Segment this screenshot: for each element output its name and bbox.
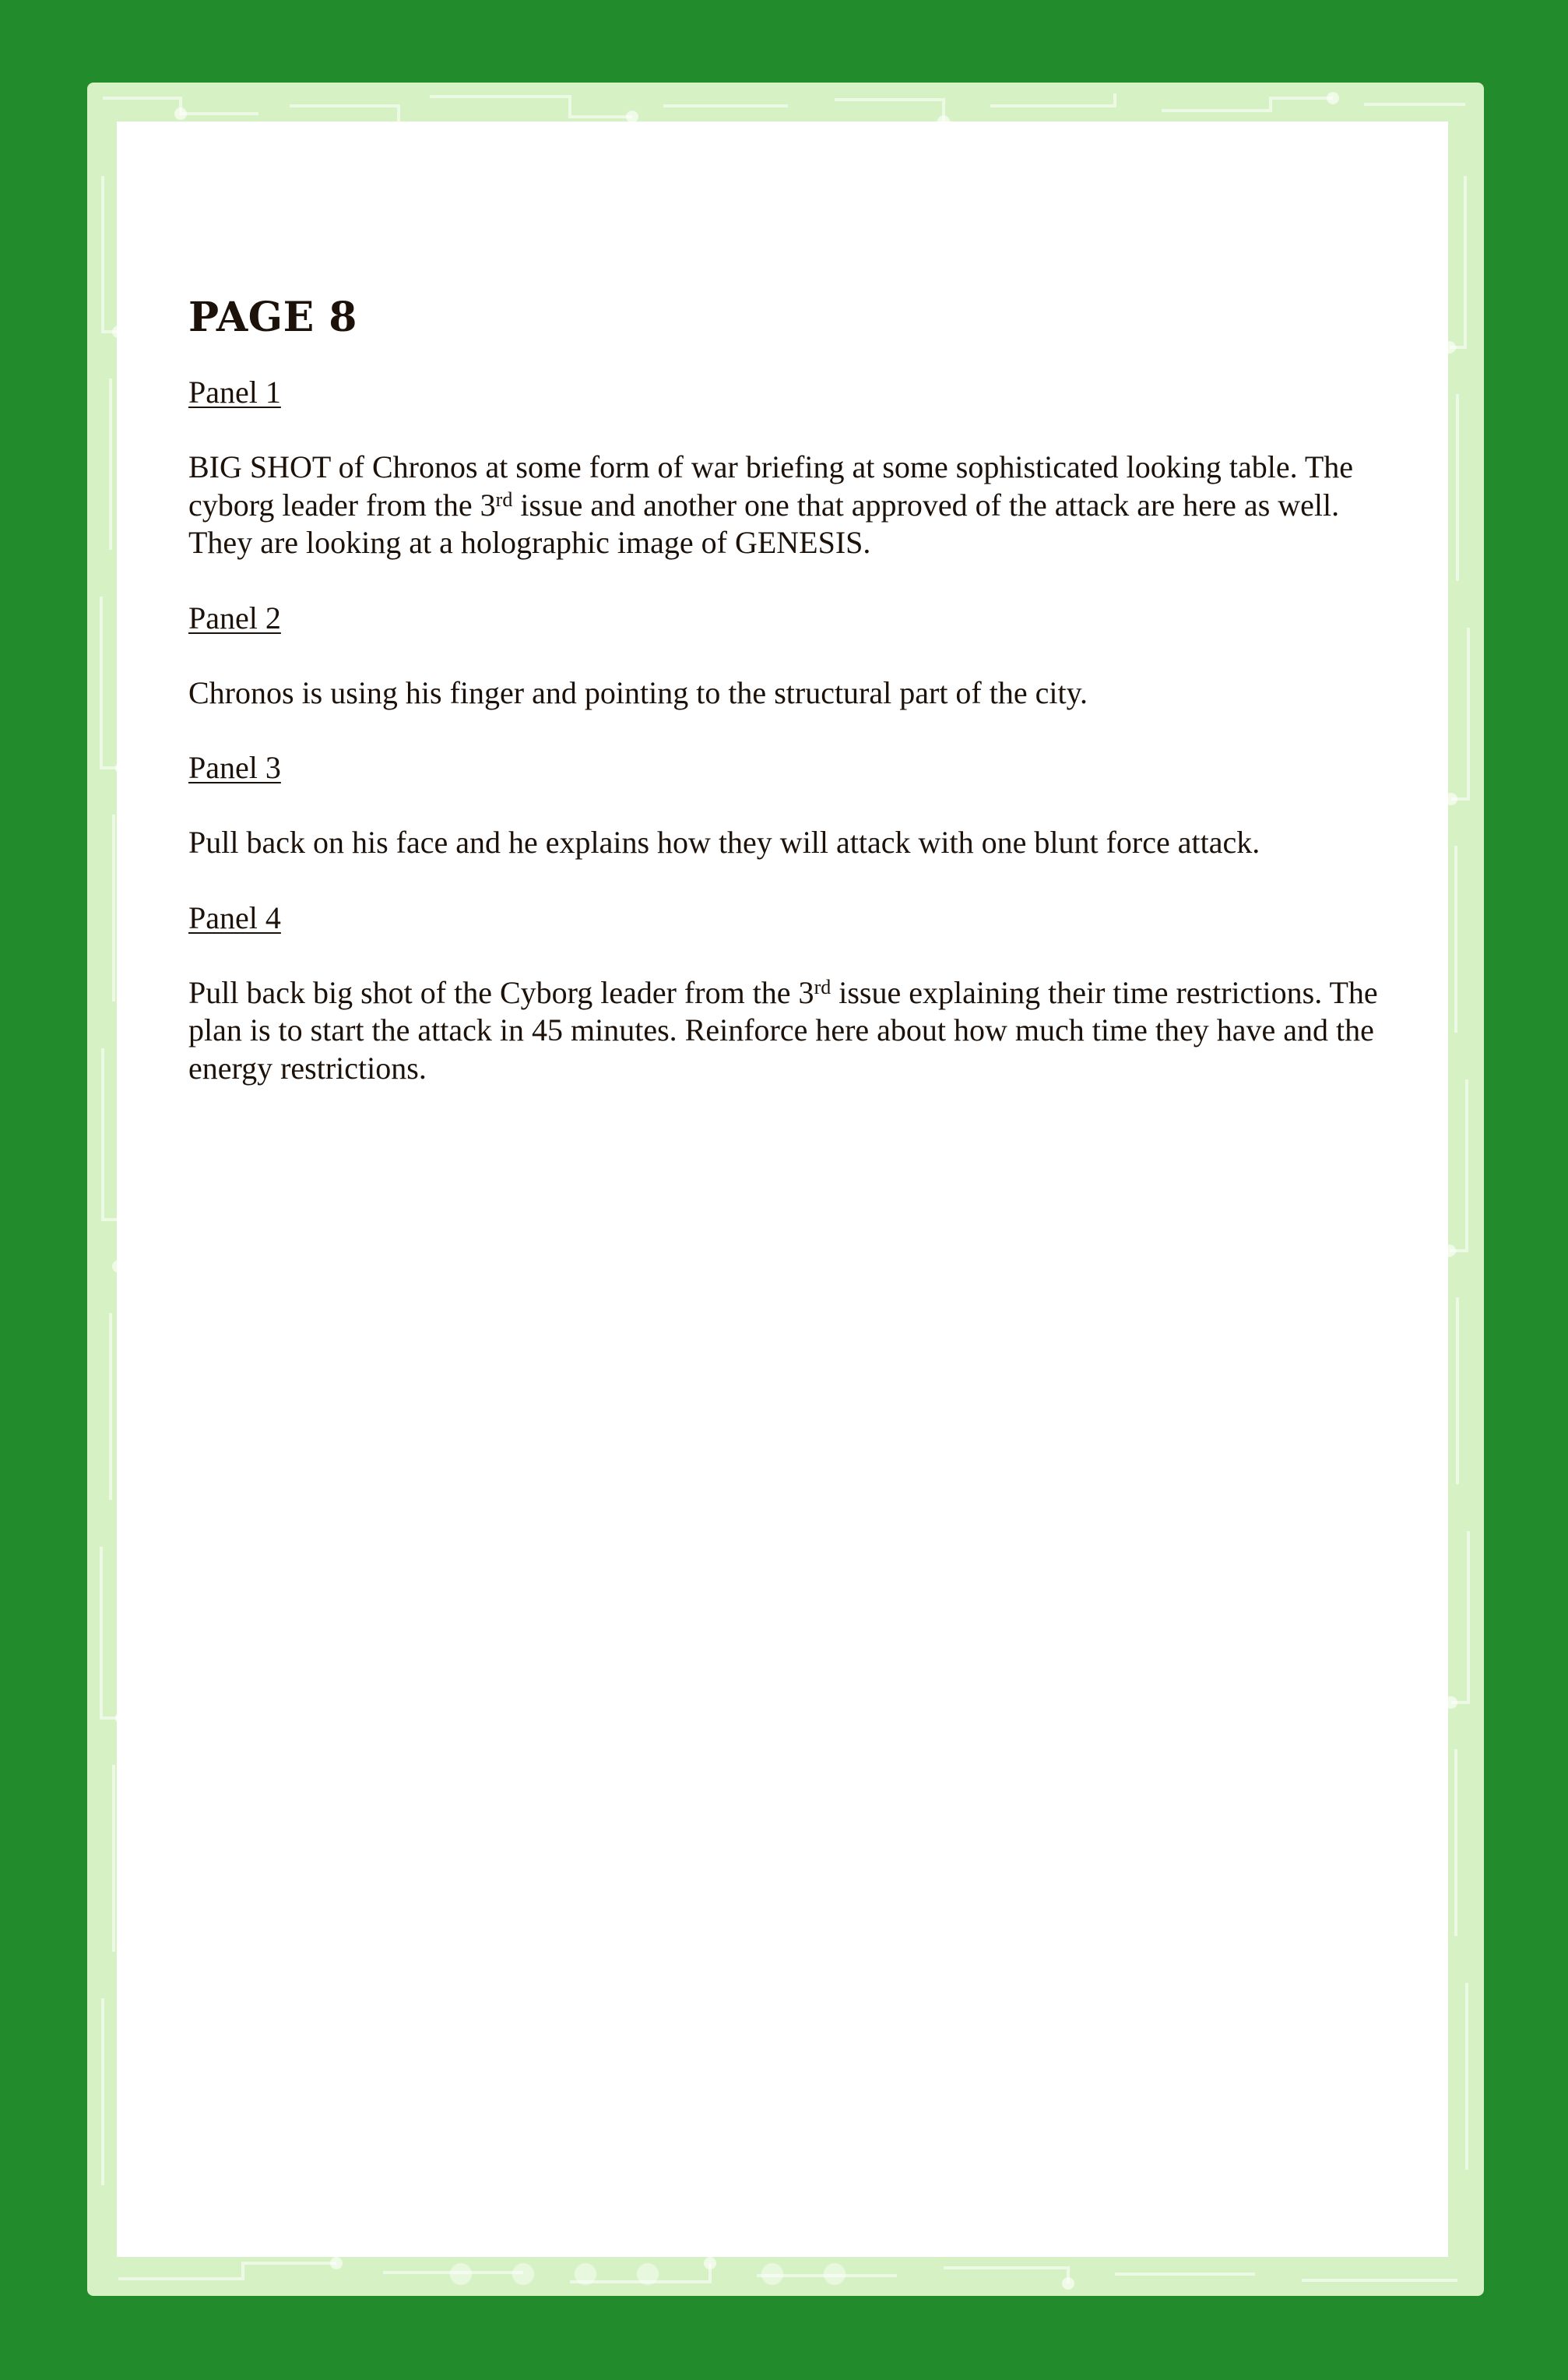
panel-description: BIG SHOT of Chronos at some form of war briefing at some sophisticated looking table. The cyborg leader from the 3rd issue and another one that approved of the attack are here as well. They are looking at a holographic image of GENESIS. xyxy=(188,449,1354,560)
panel-description: Pull back on his face and he explains how they will attack with one blunt force attack. xyxy=(188,825,1260,860)
page-title: PAGE 8 xyxy=(188,294,357,341)
panel-label: Panel 3 xyxy=(188,750,281,785)
panel-label: Panel 4 xyxy=(188,900,281,935)
panel-2 xyxy=(188,600,1387,713)
panel-4 xyxy=(188,900,1387,1088)
panel-description: Chronos is using his finger and pointing to the structural part of the city. xyxy=(188,674,1088,710)
panel-label: Panel 1 xyxy=(188,375,281,410)
panel-1 xyxy=(188,374,1387,562)
script-content xyxy=(188,293,1387,1125)
panel-3 xyxy=(188,749,1387,862)
script-page xyxy=(117,121,1448,2257)
panel-label: Panel 2 xyxy=(188,600,281,635)
panel-description: Pull back big shot of the Cyborg leader from the 3rd issue explaining their time restrictions. The plan is to start the attack in 45 minutes. Reinforce here about how much time they have and the energy restrictions. xyxy=(188,974,1378,1086)
